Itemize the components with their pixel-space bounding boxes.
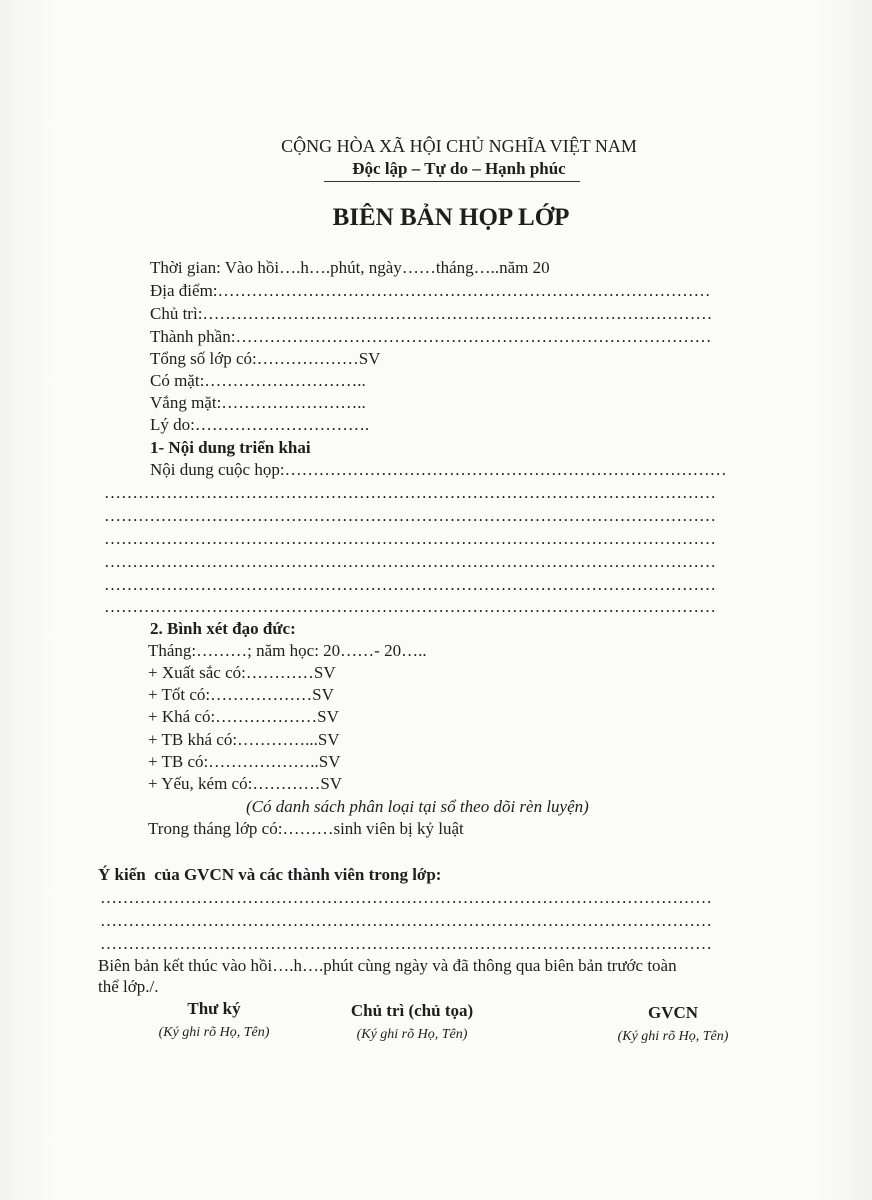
time-field: Thời gian: Vào hồi….h….phút, ngày……tháng…..năm 20: [150, 258, 550, 277]
signature-chair: [302, 1001, 522, 1043]
fair-count: + Khá có:………………SV: [148, 707, 339, 726]
document-title: BIÊN BẢN HỌP LỚP: [332, 204, 570, 231]
signature-role: Chủ trì (chủ tọa): [350, 1001, 474, 1020]
signature-homeroom-teacher: [563, 1003, 783, 1045]
signature-instruction: (Ký ghi rõ Họ, Tên): [617, 1029, 729, 1044]
signature-role: Thư ký: [187, 999, 241, 1018]
dotted-line: ………………………………………………………………………………………………: [100, 934, 712, 953]
dotted-line: ………………………………………………………………………………………………: [104, 483, 716, 502]
signature-role: GVCN: [647, 1003, 699, 1022]
month-year-field: Tháng:………; năm học: 20……- 20…..: [148, 641, 427, 660]
place-field: Địa điểm:……………………………………………………………………………: [150, 281, 711, 300]
signature-instruction: (Ký ghi rõ Họ, Tên): [356, 1027, 468, 1042]
motto: Độc lập – Tự do – Hạnh phúc: [352, 159, 566, 178]
dotted-line: ………………………………………………………………………………………………: [104, 506, 716, 525]
total-field: Tổng số lớp có:………………SV: [150, 349, 381, 368]
chair-field: Chủ trì:………………………………………………………………………………: [150, 304, 713, 323]
section1-heading: 1- Nội dung triển khai: [150, 438, 311, 457]
dotted-line: ………………………………………………………………………………………………: [104, 597, 716, 616]
classification-note: (Có danh sách phân loại tại sổ theo dõi rèn luyện): [246, 797, 589, 816]
section2-heading: 2. Bình xét đạo đức:: [150, 619, 296, 638]
members-field: Thành phần:…………………………………………………………………………: [150, 327, 712, 346]
dotted-line: ………………………………………………………………………………………………: [104, 552, 716, 571]
good-count: + Tốt có:………………SV: [148, 685, 334, 704]
absent-field: Vắng mặt:……………………..: [150, 393, 366, 412]
signature-secretary: [104, 999, 324, 1041]
dotted-line: ………………………………………………………………………………………………: [100, 911, 712, 930]
discipline-field: Trong tháng lớp có:………sinh viên bị kỷ luật: [148, 819, 464, 838]
dotted-line: ………………………………………………………………………………………………: [100, 888, 712, 907]
dotted-line: ………………………………………………………………………………………………: [104, 575, 716, 594]
closing-statement-end: thể lớp./.: [98, 977, 159, 996]
reason-field: Lý do:………………………….: [150, 415, 370, 434]
average-count: + TB có:………………..SV: [148, 752, 341, 771]
meeting-content-field: Nội dung cuộc họp:……………………………………………………………………: [150, 460, 727, 479]
excellent-count: + Xuất sắc có:…………SV: [148, 663, 336, 682]
signature-instruction: (Ký ghi rõ Họ, Tên): [158, 1025, 270, 1040]
dotted-line: ………………………………………………………………………………………………: [104, 529, 716, 548]
national-title: CỘNG HÒA XÃ HỘI CHỦ NGHĨA VIỆT NAM: [281, 136, 637, 156]
average-fair-count: + TB khá có:…………...SV: [148, 730, 340, 749]
weak-count: + Yếu, kém có:…………SV: [148, 774, 343, 793]
opinions-heading: Ý kiến của GVCN và các thành viên trong lớp:: [98, 865, 442, 884]
motto-underline: [324, 181, 580, 182]
present-field: Có mặt:………………………..: [150, 371, 366, 390]
closing-statement: Biên bản kết thúc vào hồi….h….phút cùng ngày và đã thông qua biên bản trước toàn: [98, 956, 677, 975]
